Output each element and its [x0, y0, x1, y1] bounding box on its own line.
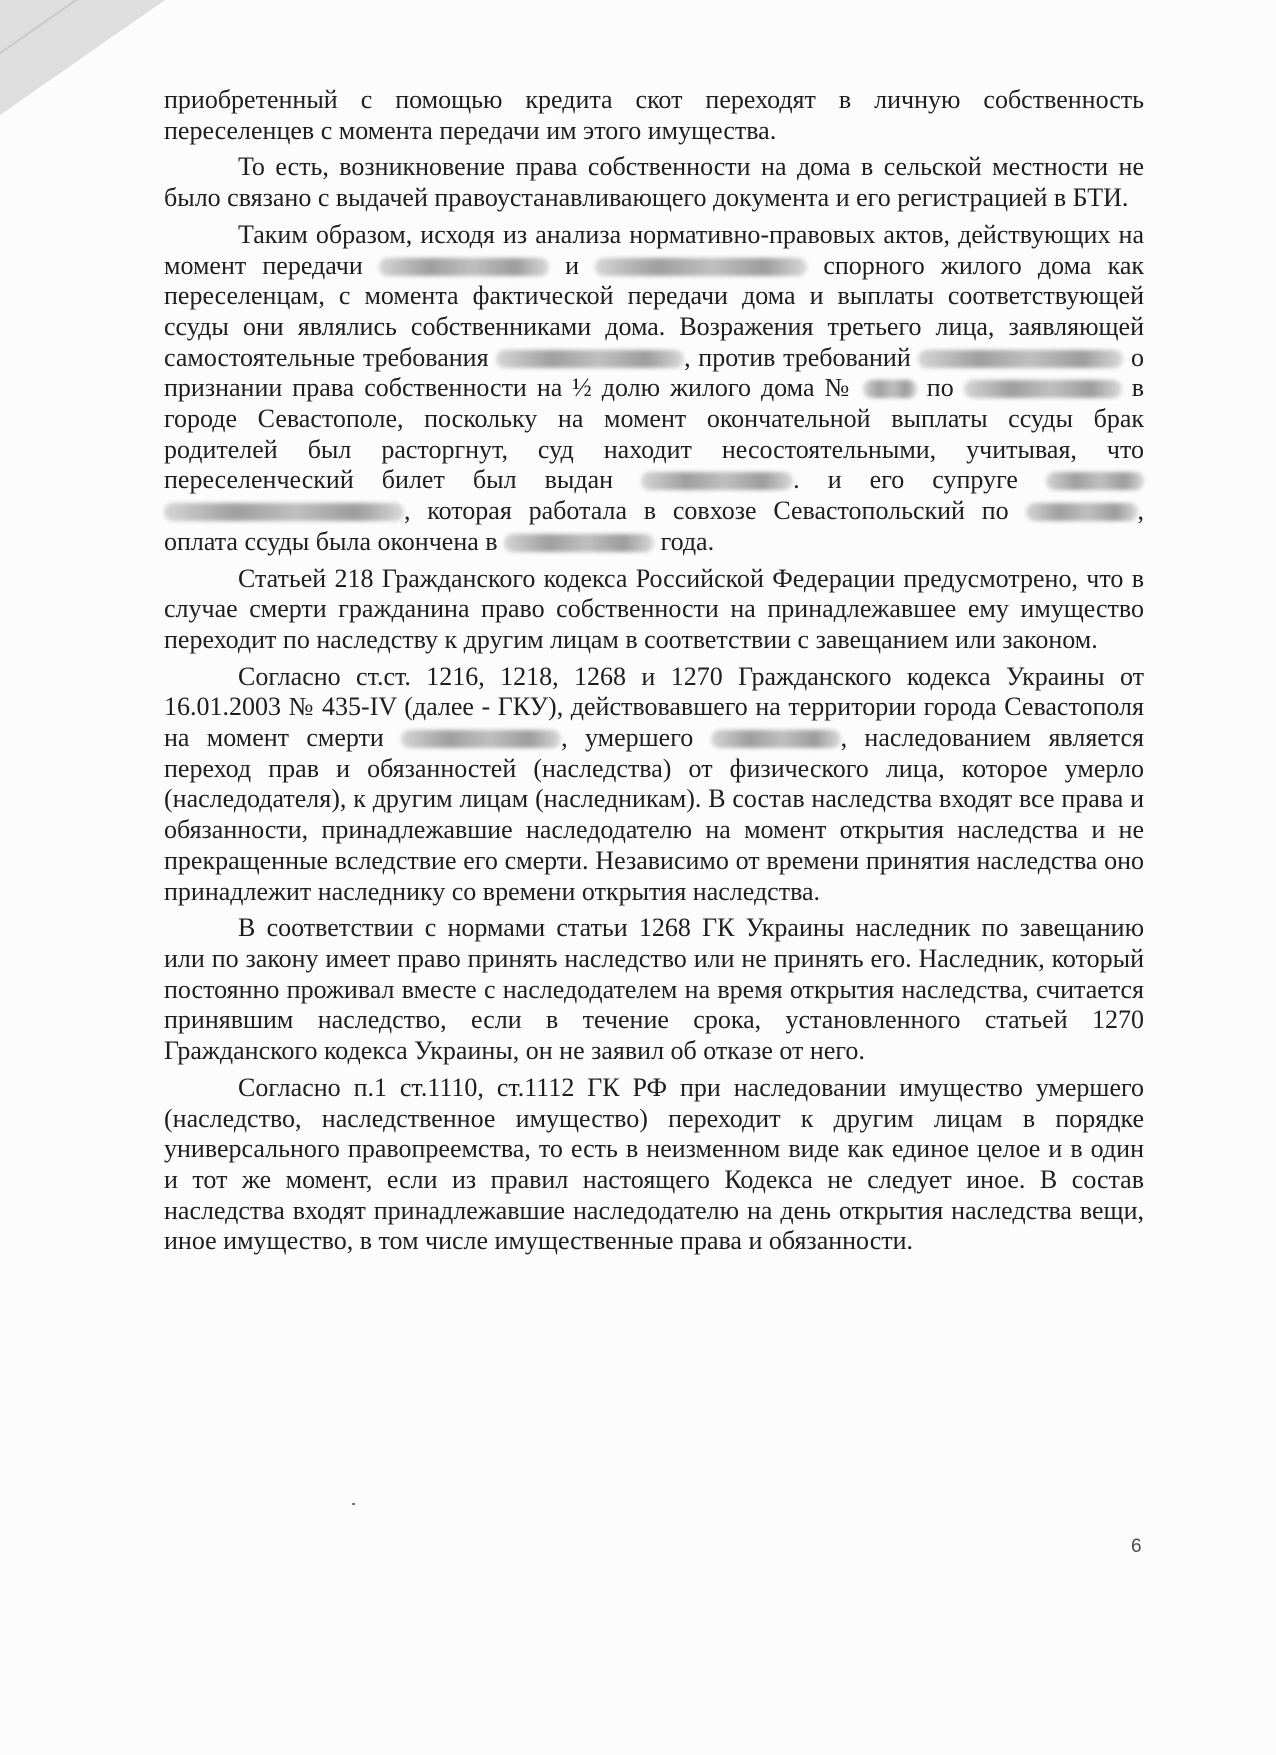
paragraph-text: , оплата ссуды была окончена в — [164, 496, 1144, 556]
paragraph-text: , наследованием является переход прав и обязанностей (наследства) от физического лица, которое умерло (наследодателя), к другим лицам (наследникам). В состав наследства входят все права и обязанности, принадлежавшие наследодателю на момент открытия наследства и не прекращенные вследствие его смерти. Независимо от времени принятия наследства оно принадлежит наследнику со времени открытия наследства. — [164, 723, 1144, 906]
redacted-text — [1046, 472, 1144, 490]
page-number: 6 — [1131, 1536, 1142, 1557]
redacted-text — [504, 534, 654, 552]
paragraph-text: В соответствии с нормами статьи 1268 ГК Украины наследник по завещанию или по закону имеет право принять наследство или не принять его. Наследник, который постоянно проживал вместе с наследодателем на время открытия наследства, считается принявшим наследство, если в течение срока, установленного статьей 1270 Гражданского кодекса Украины, он не заявил об отказе от него. — [164, 913, 1144, 1066]
paragraph-text: по — [916, 373, 964, 403]
paragraph-text: спорного жилого дома как переселенцам, с момента фактической передачи дома и выплаты соответствующей ссуды они являлись собственниками дома. Возражения третьего лица, заявляющей самостоятельные требования — [164, 250, 1144, 372]
paragraph-text: Согласно ст.ст. 1216, 1218, 1268 и 1270 Гражданского кодекса Украины от 16.01.2003 № 435-IV (далее - ГКУ), действовавшего на территории города Севастополя на момент смерти — [164, 661, 1144, 753]
paragraph-7 — [164, 1073, 1144, 1257]
paragraph-text: Согласно п.1 ст.1110, ст.1112 ГК РФ при наследовании имущество умершего (наследство, наследственное имущество) переходит к другим лицам в порядке универсального правопреемства, то есть в неизменном виде как единое целое и в один и тот же момент, если из правил настоящего Кодекса не следует иное. В состав наследства входят принадлежавшие наследодателю на день открытия наследства вещи, иное имущество, в том числе имущественные права и обязанности. — [164, 1072, 1144, 1256]
paragraph-text: , умершего — [561, 723, 711, 753]
paragraph-text: То есть, возникновение права собственности на дома в сельской местности не было связано с выдачей правоустанавливающего документа и его регистрацией в БТИ. — [164, 152, 1144, 213]
redacted-text — [379, 258, 549, 276]
paragraph-text: года. — [654, 526, 715, 556]
paragraph-5 — [164, 662, 1144, 908]
redacted-text — [964, 380, 1122, 398]
folded-corner — [0, 0, 165, 115]
redacted-text — [496, 350, 684, 368]
paragraph-text: , против требований — [684, 342, 919, 372]
paragraph-6 — [164, 913, 1144, 1067]
paragraph-text: . и его супруге — [793, 465, 1046, 495]
redacted-text — [918, 350, 1123, 368]
paragraph-text: в городе Севастополе, поскольку на момент окончательной выплаты ссуды брак родителей был расторгнут, суд находит несостоятельными, учитывая, что переселенческий билет был выдан — [164, 373, 1145, 495]
redacted-text — [641, 472, 793, 490]
document-body — [164, 85, 1144, 1263]
paragraph-text: , которая работала в совхозе Севастопольский по — [404, 496, 1026, 526]
paragraph-text: Статьей 218 Гражданского кодекса Российской Федерации предусмотрено, что в случае смерти гражданина право собственности на принадлежавшее ему имущество переходит по наследству к другим лицам в соответствии с завещанием или законом. — [164, 563, 1144, 654]
redacted-text — [711, 730, 841, 748]
paragraph-text: Таким образом, исходя из анализа нормативно-правовых актов, действующих на момент передачи — [164, 219, 1144, 280]
paragraph-text: и — [548, 250, 596, 280]
paragraph-3 — [164, 220, 1144, 558]
redacted-text — [164, 503, 404, 521]
paragraph-1 — [164, 85, 1144, 146]
redacted-text — [863, 380, 917, 398]
redacted-text — [401, 730, 561, 748]
redacted-text — [1026, 503, 1138, 521]
paragraph-text: о признании права собственности на ½ долю жилого дома № — [164, 342, 1145, 403]
paragraph-4 — [164, 564, 1144, 656]
paragraph-2 — [164, 152, 1144, 213]
scan-speck — [352, 1503, 355, 1505]
redacted-text — [595, 258, 807, 276]
paragraph-text: приобретенный с помощью кредита скот переходят в личную собственность переселенцев с момента передачи им этого имущества. — [164, 85, 1144, 145]
